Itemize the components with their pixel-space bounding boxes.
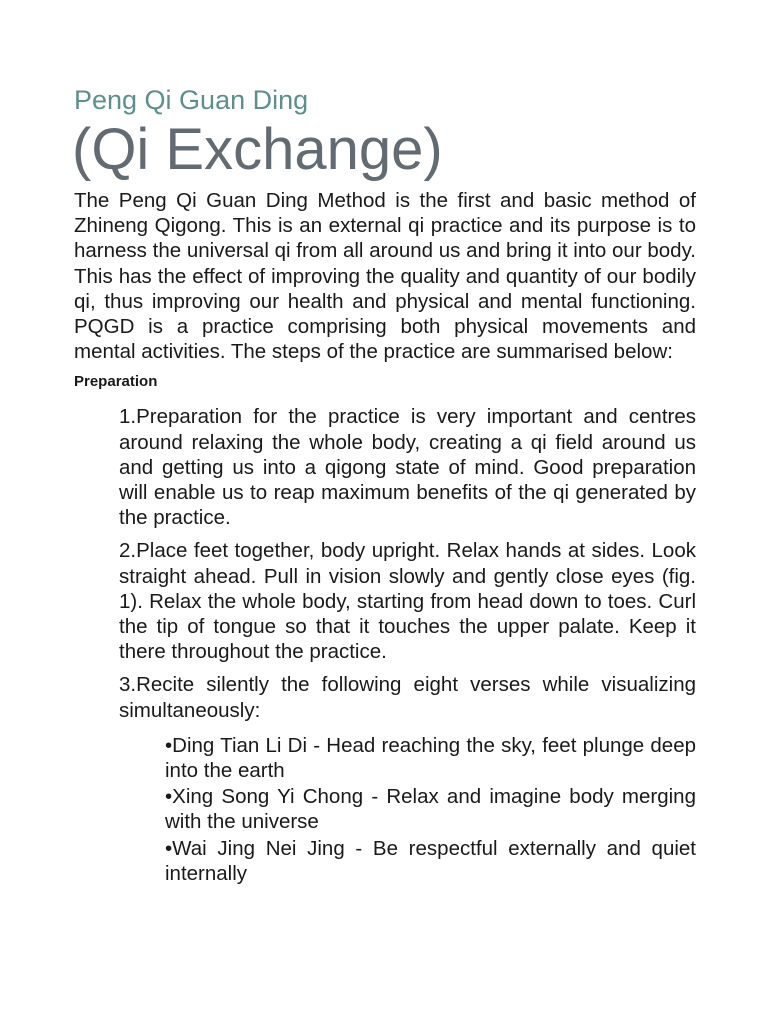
document-page	[74, 84, 696, 887]
step-item: 3.Recite silently the following eight verses while visualizing simultaneously:	[119, 673, 696, 722]
document-subtitle: Peng Qi Guan Ding	[74, 85, 309, 115]
document-title: (Qi Exchange)	[72, 117, 443, 182]
verse-item: •Xing Song Yi Chong - Relax and imagine body merging with the universe	[165, 785, 696, 834]
intro-paragraph: The Peng Qi Guan Ding Method is the first and basic method of Zhineng Qigong. This is an external qi practice and its purpose is to harness the universal qi from all around us and bring it into our body. This has the effect of improving the quality and quantity of our bodily qi, thus improving our health and physical and mental functioning. PQGD is a practice comprising both physical movements and mental activities. The steps of the practice are summarised below:	[74, 189, 696, 364]
verse-item: •Wai Jing Nei Jing - Be respectful externally and quiet internally	[165, 836, 696, 885]
steps-list	[119, 404, 696, 722]
section-heading-preparation: Preparation	[74, 373, 158, 391]
step-item: 2.Place feet together, body upright. Relax hands at sides. Look straight ahead. Pull in vision slowly and gently close eyes (fig. 1). Relax the whole body, starting from head down to toes. Curl the tip of tongue so that it touches the upper palate. Keep it there throughout the practice.	[119, 539, 696, 664]
verse-item: •Ding Tian Li Di - Head reaching the sky, feet plunge deep into the earth	[165, 733, 696, 783]
step-item: 1.Preparation for the practice is very important and centres around relaxing the whole body, creating a qi field around us and getting us into a qigong state of mind. Good preparation will enable us to reap maximum benefits of the qi generated by the practice.	[119, 405, 696, 530]
verses-list	[165, 733, 696, 886]
